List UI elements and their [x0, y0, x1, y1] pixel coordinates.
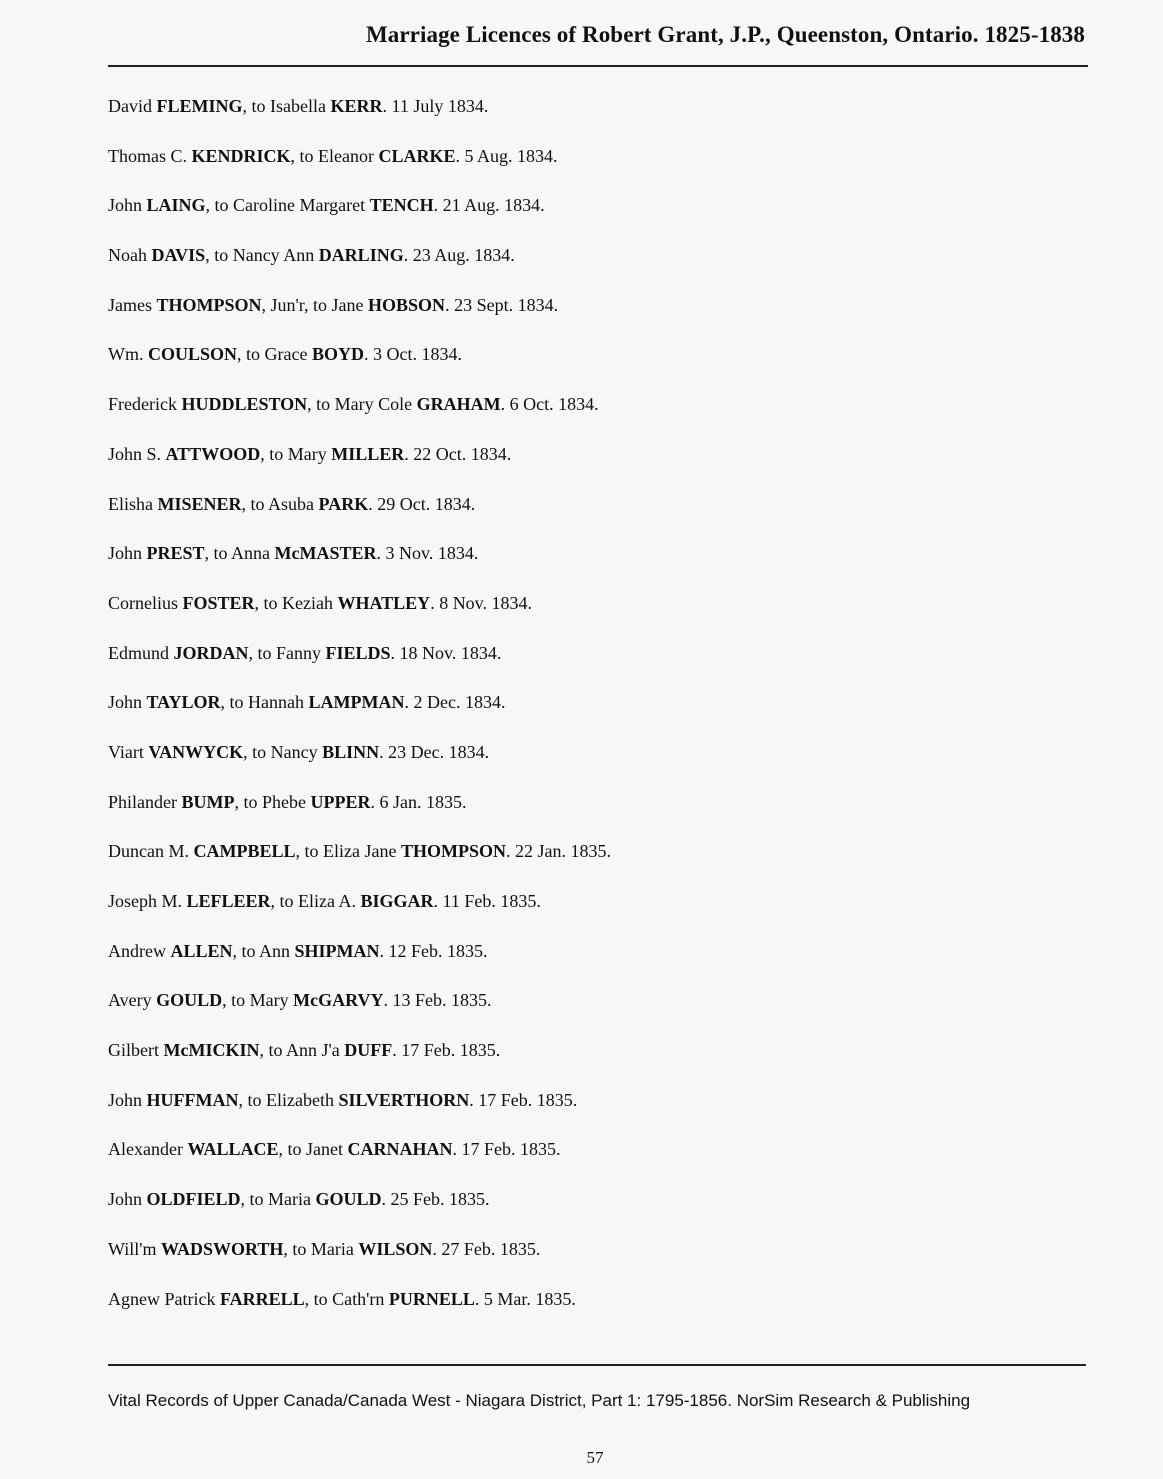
entry-connector: , to Fanny	[248, 642, 326, 663]
bride-surname: PURNELL	[388, 1288, 475, 1309]
bride-surname: LAMPMAN	[308, 692, 405, 713]
groom-surname: FLEMING	[156, 96, 243, 116]
marriage-entry	[108, 541, 1068, 591]
entry-connector: , to Eliza Jane	[295, 841, 401, 862]
entry-connector: , to Elizabeth	[238, 1089, 339, 1110]
groom-surname: LEFLEER	[186, 891, 271, 911]
entry-date: . 23 Sept. 1834.	[445, 294, 559, 315]
entry-date: . 3 Nov. 1834.	[376, 543, 479, 564]
entry-connector: , to Cath'rn	[304, 1288, 389, 1309]
entry-connector: , to Nancy Ann	[205, 245, 319, 266]
groom-surname: JORDAN	[173, 642, 249, 663]
groom-first-name: John	[108, 1089, 147, 1110]
groom-surname: FOSTER	[182, 592, 255, 613]
entry-connector: , to Caroline Margaret	[205, 195, 370, 216]
groom-first-name: John	[108, 692, 147, 713]
entry-date: . 23 Dec. 1834.	[379, 741, 490, 762]
marriage-entry	[108, 988, 1068, 1038]
groom-first-name: David	[108, 96, 157, 116]
entry-connector: , to Maria	[283, 1238, 359, 1259]
entry-date: . 25 Feb. 1835.	[381, 1189, 490, 1210]
entry-connector: , to Nancy	[243, 741, 323, 762]
header-rule	[108, 65, 1088, 67]
entry-connector: , to Maria	[240, 1189, 316, 1210]
groom-surname: CAMPBELL	[193, 841, 296, 862]
entry-connector: , Jun'r, to Jane	[261, 294, 369, 315]
groom-first-name: Noah	[108, 245, 152, 266]
entry-connector: , to Isabella	[242, 96, 331, 116]
entry-connector: , to Eleanor	[290, 145, 379, 166]
groom-surname: PREST	[146, 543, 205, 564]
entry-date: . 11 Feb. 1835.	[433, 891, 541, 911]
entry-date: . 21 Aug. 1834.	[433, 195, 545, 216]
entry-connector: , to Grace	[237, 344, 312, 365]
groom-first-name: Thomas C.	[108, 145, 192, 166]
bride-surname: KERR	[330, 96, 383, 116]
marriage-entry	[108, 889, 1068, 939]
bride-surname: GOULD	[315, 1189, 382, 1210]
entry-connector: , to Ann J'a	[259, 1040, 345, 1061]
entry-connector: , to Phebe	[234, 791, 311, 812]
page-number: 57	[586, 1448, 604, 1467]
marriage-entry	[108, 94, 1068, 144]
groom-first-name: John	[108, 543, 147, 564]
bride-surname: WILSON	[358, 1238, 433, 1259]
marriage-entry	[108, 591, 1068, 641]
entry-date: . 17 Feb. 1835.	[469, 1089, 578, 1110]
entry-date: . 2 Dec. 1834.	[404, 692, 506, 713]
groom-surname: BUMP	[181, 791, 235, 812]
bride-surname: McGARVY	[293, 990, 384, 1011]
groom-surname: OLDFIELD	[146, 1189, 241, 1210]
footer-rule	[108, 1364, 1086, 1366]
marriage-entry	[108, 1088, 1068, 1138]
groom-first-name: Gilbert	[108, 1040, 164, 1061]
groom-surname: THOMPSON	[156, 294, 262, 315]
entry-connector: , to Hannah	[220, 692, 309, 713]
groom-first-name: Cornelius	[108, 592, 183, 613]
marriage-entry	[108, 342, 1068, 392]
bride-surname: BIGGAR	[360, 891, 434, 911]
marriage-entry	[108, 1237, 1068, 1287]
bride-surname: UPPER	[310, 791, 371, 812]
entry-connector: , to Keziah	[254, 592, 338, 613]
bride-surname: HOBSON	[368, 294, 446, 315]
groom-first-name: John	[108, 195, 147, 216]
bride-surname: McMASTER	[274, 543, 377, 564]
groom-surname: ATTWOOD	[165, 443, 261, 464]
entry-connector: , to Ann	[232, 940, 295, 961]
marriage-entry	[108, 1187, 1068, 1237]
marriage-entry	[108, 193, 1068, 243]
entry-date: . 5 Mar. 1835.	[474, 1288, 576, 1309]
marriage-entry	[108, 1137, 1068, 1187]
bride-surname: DARLING	[318, 245, 404, 266]
marriage-entry	[108, 293, 1068, 343]
entry-date: . 11 July 1834.	[382, 96, 489, 116]
groom-first-name: Will'm	[108, 1238, 162, 1259]
groom-surname: WADSWORTH	[161, 1238, 284, 1259]
page-title: Marriage Licences of Robert Grant, J.P., Queenston, Ontario. 1825-1838	[365, 22, 1085, 47]
groom-surname: McMICKIN	[163, 1040, 260, 1061]
marriage-entry	[108, 442, 1068, 492]
entry-date: . 6 Jan. 1835.	[370, 791, 467, 812]
entry-date: . 8 Nov. 1834.	[430, 592, 533, 613]
bride-surname: DUFF	[344, 1040, 393, 1061]
groom-surname: TAYLOR	[146, 692, 221, 713]
entry-date: . 12 Feb. 1835.	[379, 940, 488, 961]
groom-first-name: James	[108, 294, 157, 315]
groom-surname: FARRELL	[219, 1288, 305, 1309]
groom-first-name: Agnew Patrick	[108, 1288, 220, 1309]
marriage-entry	[108, 492, 1068, 542]
entry-date: . 3 Oct. 1834.	[364, 344, 462, 365]
bride-surname: PARK	[318, 493, 369, 514]
entry-connector: , to Anna	[204, 543, 275, 564]
groom-first-name: Duncan M.	[108, 841, 194, 862]
groom-surname: MISENER	[157, 493, 242, 514]
bride-surname: BLINN	[322, 741, 380, 762]
entry-date: . 29 Oct. 1834.	[368, 493, 476, 514]
groom-surname: GOULD	[156, 990, 223, 1011]
bride-surname: FIELDS	[325, 642, 391, 663]
groom-surname: ALLEN	[170, 940, 233, 961]
groom-surname: KENDRICK	[191, 145, 291, 166]
marriage-entry	[108, 939, 1068, 989]
bride-surname: TENCH	[369, 195, 434, 216]
bride-surname: THOMPSON	[400, 841, 506, 862]
marriage-entry	[108, 144, 1068, 194]
marriage-entry	[108, 641, 1068, 691]
entry-connector: , to Mary	[222, 990, 294, 1011]
bride-surname: CARNAHAN	[347, 1139, 453, 1160]
entry-connector: , to Eliza A.	[270, 891, 361, 911]
groom-surname: COULSON	[148, 344, 238, 365]
groom-first-name: Andrew	[108, 940, 171, 961]
marriage-entry	[108, 392, 1068, 442]
footer-source: Vital Records of Upper Canada/Canada West - Niagara District, Part 1: 1795-1856. NorSim Research & Publishing	[108, 1391, 971, 1410]
bride-surname: SILVERTHORN	[338, 1089, 470, 1110]
groom-first-name: Wm.	[108, 344, 148, 365]
entry-date: . 17 Feb. 1835.	[452, 1139, 561, 1160]
groom-first-name: Edmund	[108, 642, 174, 663]
groom-surname: LAING	[146, 195, 206, 216]
bride-surname: WHATLEY	[337, 592, 431, 613]
entry-connector: , to Mary	[260, 443, 332, 464]
entry-date: . 27 Feb. 1835.	[432, 1238, 541, 1259]
entry-connector: , to Mary Cole	[307, 394, 417, 415]
marriage-entry	[108, 243, 1068, 293]
entry-date: . 22 Oct. 1834.	[404, 443, 512, 464]
marriage-entry	[108, 690, 1068, 740]
groom-first-name: Joseph M.	[108, 891, 187, 911]
bride-surname: GRAHAM	[416, 394, 501, 415]
groom-first-name: Elisha	[108, 493, 158, 514]
marriage-entry-list	[108, 94, 1068, 1336]
marriage-entry	[108, 740, 1068, 790]
marriage-entry	[108, 790, 1068, 840]
groom-first-name: John S.	[108, 443, 166, 464]
groom-first-name: Alexander	[108, 1139, 188, 1160]
groom-first-name: Frederick	[108, 394, 182, 415]
groom-first-name: John	[108, 1189, 147, 1210]
groom-first-name: Avery	[108, 990, 157, 1011]
entry-connector: , to Asuba	[241, 493, 319, 514]
bride-surname: SHIPMAN	[294, 940, 380, 961]
entry-date: . 23 Aug. 1834.	[403, 245, 515, 266]
marriage-entry	[108, 839, 1068, 889]
entry-connector: , to Janet	[278, 1139, 348, 1160]
groom-surname: HUDDLESTON	[181, 394, 308, 415]
entry-date: . 5 Aug. 1834.	[455, 145, 558, 166]
bride-surname: CLARKE	[378, 145, 456, 166]
entry-date: . 6 Oct. 1834.	[500, 394, 599, 415]
groom-first-name: Viart	[108, 741, 149, 762]
groom-first-name: Philander	[108, 791, 182, 812]
entry-date: . 17 Feb. 1835.	[392, 1040, 501, 1061]
bride-surname: BOYD	[311, 344, 364, 365]
marriage-entry	[108, 1038, 1068, 1088]
marriage-entry	[108, 1287, 1068, 1337]
entry-date: . 13 Feb. 1835.	[383, 990, 492, 1011]
bride-surname: MILLER	[331, 443, 405, 464]
groom-surname: DAVIS	[151, 245, 206, 266]
groom-surname: WALLACE	[187, 1139, 279, 1160]
groom-surname: VANWYCK	[148, 741, 244, 762]
groom-surname: HUFFMAN	[146, 1089, 239, 1110]
entry-date: . 18 Nov. 1834.	[390, 642, 502, 663]
entry-date: . 22 Jan. 1835.	[505, 841, 611, 862]
